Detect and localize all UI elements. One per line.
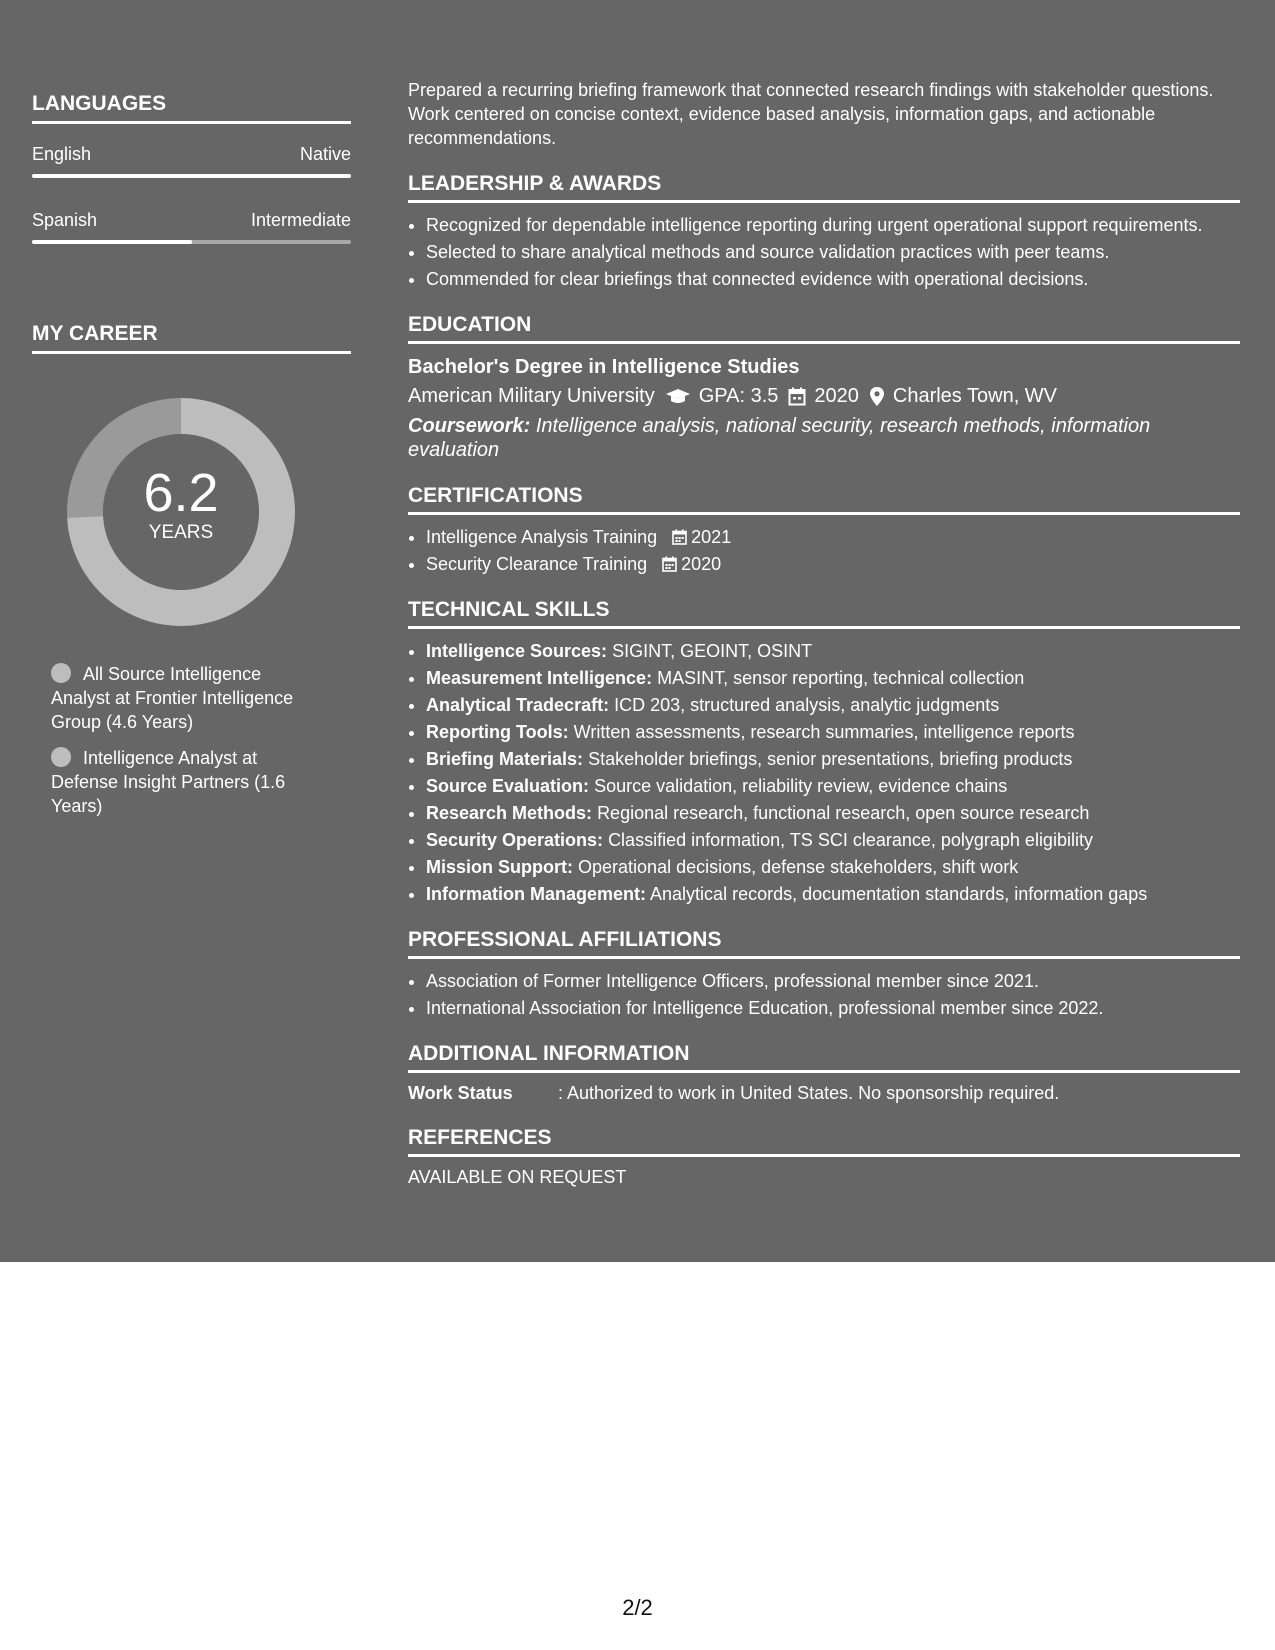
education-degree: Bachelor's Degree in Intelligence Studies xyxy=(408,356,800,378)
career-legend-item xyxy=(51,662,321,734)
career-title: MY CAREER xyxy=(32,322,351,354)
skill-value: Stakeholder briefings, senior presentations, briefing products xyxy=(588,749,1073,769)
career-legend-item xyxy=(51,746,321,818)
list-item: • Association of Former Intelligence Officers, professional member since 2021. xyxy=(426,969,1240,993)
certification-name: Intelligence Analysis Training xyxy=(426,527,658,547)
certification-year: 2021 xyxy=(691,527,732,547)
education-school: American Military University xyxy=(408,385,655,407)
certifications-list xyxy=(408,525,1240,576)
skill-item xyxy=(426,855,1240,879)
education-coursework xyxy=(408,414,1240,462)
skill-value: Regional research, functional research, open source research xyxy=(597,803,1090,823)
certification-name: Security Clearance Training xyxy=(426,554,648,574)
career-total-years: 6.2 xyxy=(143,463,219,523)
calendar-icon xyxy=(788,387,806,406)
skill-value: Analytical records, documentation standards, information gaps xyxy=(650,884,1148,904)
skill-label: Briefing Materials: xyxy=(426,749,584,769)
certification-year: 2020 xyxy=(681,554,722,574)
list-item: • Commended for clear briefings that connected evidence with operational decisions. xyxy=(426,267,1240,291)
career-role: All Source Intelligence Analyst at Frontier Intelligence Group (4.6 Years) xyxy=(51,664,294,732)
skill-item xyxy=(426,801,1240,825)
skill-value: Operational decisions, defense stakeholders, shift work xyxy=(578,857,1019,877)
skill-value: ICD 203, structured analysis, analytic judgments xyxy=(614,695,1000,715)
language-proficiency-fill xyxy=(32,174,351,178)
list-item: • International Association for Intelligence Education, professional member since 2022. xyxy=(426,996,1240,1020)
calendar-icon xyxy=(672,529,687,545)
language-level: Intermediate xyxy=(250,210,351,230)
skill-label: Security Operations: xyxy=(426,830,604,850)
language-name: English xyxy=(32,144,92,164)
skill-value: Written assessments, research summaries, intelligence reports xyxy=(573,722,1075,742)
list-item: • Selected to share analytical methods and source validation practices with peer teams. xyxy=(426,240,1240,264)
list-item: • Recognized for dependable intelligence reporting during urgent operational support requirements. xyxy=(426,213,1240,237)
calendar-icon xyxy=(662,556,677,572)
language-proficiency-bar xyxy=(32,174,351,178)
page-number: 2/2 xyxy=(622,1595,653,1620)
legend-dot-icon xyxy=(51,747,71,767)
language-item xyxy=(32,144,351,178)
career-total-unit: YEARS xyxy=(148,522,214,543)
education-title: EDUCATION xyxy=(408,313,1240,344)
languages-title: LANGUAGES xyxy=(32,92,351,124)
education-year: 2020 xyxy=(814,385,859,407)
right-column xyxy=(408,78,1240,1188)
list-item xyxy=(426,552,1240,576)
references-title: REFERENCES xyxy=(408,1126,1240,1157)
skill-item xyxy=(426,774,1240,798)
skill-item xyxy=(426,720,1240,744)
language-proficiency-bar xyxy=(32,240,351,244)
education-location: Charles Town, WV xyxy=(892,385,1058,407)
leadership-list xyxy=(408,213,1240,291)
skill-value: SIGINT, GEOINT, OSINT xyxy=(612,641,813,661)
left-column xyxy=(32,92,351,830)
skill-label: Source Evaluation: xyxy=(426,776,590,796)
education-meta xyxy=(408,385,1240,408)
skill-item xyxy=(426,747,1240,771)
skill-value: Classified information, TS SCI clearance, polygraph eligibility xyxy=(608,830,1093,850)
additional-info-title: ADDITIONAL INFORMATION xyxy=(408,1042,1240,1073)
coursework-text: Intelligence analysis, national security, research methods, information evaluation xyxy=(408,415,1151,461)
skill-label: Intelligence Sources: xyxy=(426,641,608,661)
skill-label: Research Methods: xyxy=(426,803,593,823)
skill-item xyxy=(426,639,1240,663)
skill-value: MASINT, sensor reporting, technical collection xyxy=(657,668,1025,688)
list-item xyxy=(426,525,1240,549)
technical-skills-title: TECHNICAL SKILLS xyxy=(408,598,1240,629)
language-name: Spanish xyxy=(32,210,98,230)
language-proficiency-fill xyxy=(32,240,192,244)
career-donut-chart xyxy=(67,398,295,626)
skill-value: Source validation, reliability review, evidence chains xyxy=(594,776,1008,796)
leadership-title: LEADERSHIP & AWARDS xyxy=(408,172,1240,203)
skill-label: Measurement Intelligence: xyxy=(426,668,653,688)
skill-item xyxy=(426,693,1240,717)
technical-skills-list xyxy=(408,639,1240,906)
language-item xyxy=(32,210,351,244)
graduation-cap-icon xyxy=(665,388,691,406)
legend-dot-icon xyxy=(51,663,71,683)
skill-item xyxy=(426,828,1240,852)
skill-label: Analytical Tradecraft: xyxy=(426,695,610,715)
career-role: Intelligence Analyst at Defense Insight Partners (1.6 Years) xyxy=(51,748,286,816)
skill-label: Mission Support: xyxy=(426,857,573,877)
skill-label: Reporting Tools: xyxy=(426,722,569,742)
affiliations-list xyxy=(408,969,1240,1020)
location-pin-icon xyxy=(869,386,885,407)
coursework-label: Coursework: xyxy=(408,415,531,437)
career-legend xyxy=(51,662,321,818)
work-status-row xyxy=(408,1083,1240,1104)
experience-summary: Prepared a recurring briefing framework that connected research findings with stakeholder questions. Work centered on concise context, evidence based analysis, information gaps, and actionable recommendations. xyxy=(408,80,1214,148)
skill-item xyxy=(426,666,1240,690)
skill-item xyxy=(426,882,1240,906)
affiliations-title: PROFESSIONAL AFFILIATIONS xyxy=(408,928,1240,959)
work-status-label: Work Status xyxy=(408,1083,513,1103)
references-text: AVAILABLE ON REQUEST xyxy=(408,1167,627,1187)
work-status-value: : Authorized to work in United States. No sponsorship required. xyxy=(558,1083,1060,1103)
certifications-title: CERTIFICATIONS xyxy=(408,484,1240,515)
language-level: Native xyxy=(299,144,351,164)
skill-label: Information Management: xyxy=(426,884,647,904)
education-gpa: GPA: 3.5 xyxy=(698,385,779,407)
